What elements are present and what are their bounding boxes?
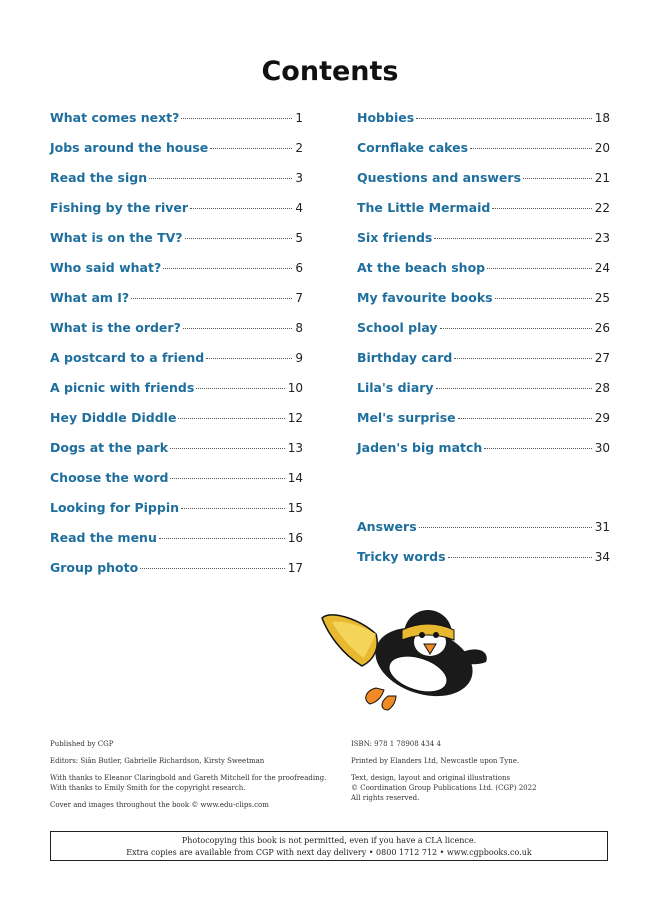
leader-dots [159, 538, 285, 539]
toc-entry-title: The Little Mermaid [357, 200, 491, 215]
toc-entry-title: A postcard to a friend [50, 350, 205, 365]
notice-line: Photocopying this book is not permitted, even if you have a CLA licence. [181, 836, 477, 845]
toc-entry-title: Mel's surprise [357, 410, 456, 425]
toc-entry[interactable] [50, 440, 303, 470]
toc-entry-title: Hobbies [357, 110, 415, 125]
toc-entry[interactable] [357, 290, 610, 320]
leader-dots [181, 508, 285, 509]
toc-entry[interactable] [357, 519, 610, 549]
toc-entry-page: 20 [594, 141, 610, 155]
leader-dots [131, 298, 292, 299]
toc-entry[interactable] [357, 440, 610, 470]
toc-entry-page: 17 [287, 561, 303, 575]
leader-dots [495, 298, 592, 299]
leader-dots [523, 178, 592, 179]
toc-entry-title: Hey Diddle Diddle [50, 410, 177, 425]
leader-dots [163, 268, 292, 269]
toc-entry-title: Read the menu [50, 530, 157, 545]
toc-entry[interactable] [50, 350, 303, 380]
toc-entry[interactable] [50, 110, 303, 140]
toc-entry[interactable] [357, 140, 610, 170]
toc-entry[interactable] [50, 560, 303, 590]
leader-dots [454, 358, 591, 359]
toc-entry-page: 15 [287, 501, 303, 515]
toc-entry-title: What is on the TV? [50, 230, 183, 245]
leader-dots [196, 388, 284, 389]
notice-line: Extra copies are available from CGP with next day delivery • 0800 1712 712 • www.cgpbooks.co.uk [126, 848, 532, 857]
isbn-text: ISBN: 978 1 78908 434 4 [351, 740, 441, 748]
leader-dots [434, 238, 591, 239]
leader-dots [183, 328, 293, 329]
toc-entry-page: 18 [594, 111, 610, 125]
leader-dots [206, 358, 292, 359]
toc-entry-page: 34 [594, 550, 610, 564]
toc-entry[interactable] [357, 320, 610, 350]
thanks-text: With thanks to Eleanor Claringbold and Gareth Mitchell for the proofreading. [50, 774, 327, 782]
toc-entry-page: 28 [594, 381, 610, 395]
toc-entry-title: Jaden's big match [357, 440, 483, 455]
toc-entry-title: Choose the word [50, 470, 169, 485]
leader-dots [492, 208, 591, 209]
toc-entry-page: 26 [594, 321, 610, 335]
toc-entry-title: What am I? [50, 290, 130, 305]
toc-entry[interactable] [50, 230, 303, 260]
toc-extra-section [357, 519, 610, 579]
toc-entry[interactable] [357, 170, 610, 200]
toc-entry-page: 10 [287, 381, 303, 395]
leader-dots [440, 328, 592, 329]
leader-dots [140, 568, 285, 569]
leader-dots [178, 418, 284, 419]
leader-dots [149, 178, 292, 179]
toc-entry[interactable] [50, 140, 303, 170]
toc-left-column [50, 110, 303, 590]
toc-entry[interactable] [50, 260, 303, 290]
photocopy-notice-box [50, 831, 608, 861]
toc-entry-title: Who said what? [50, 260, 162, 275]
penguin-superhero-illustration [318, 604, 493, 714]
toc-entry[interactable] [357, 110, 610, 140]
toc-entry[interactable] [357, 380, 610, 410]
toc-entry-page: 3 [295, 171, 303, 185]
leader-dots [185, 238, 293, 239]
credits-right [351, 739, 611, 803]
toc-entry-title: Tricky words [357, 549, 446, 564]
toc-entry[interactable] [50, 380, 303, 410]
toc-entry-title: Group photo [50, 560, 139, 575]
toc-entry-title: At the beach shop [357, 260, 486, 275]
toc-entry-title: Lila's diary [357, 380, 434, 395]
toc-entry-title: Questions and answers [357, 170, 522, 185]
toc-entry-page: 21 [594, 171, 610, 185]
toc-entry-title: Answers [357, 519, 417, 534]
toc-entry-title: What comes next? [50, 110, 180, 125]
toc-entry[interactable] [50, 470, 303, 500]
toc-entry[interactable] [357, 260, 610, 290]
toc-entry-page: 30 [594, 441, 610, 455]
toc-entry-page: 14 [287, 471, 303, 485]
toc-entry-title: Fishing by the river [50, 200, 189, 215]
toc-entry[interactable] [50, 320, 303, 350]
toc-entry-page: 6 [295, 261, 303, 275]
leader-dots [416, 118, 592, 119]
copyright-text: © Coordination Group Publications Ltd. (CGP) 2022 [351, 784, 537, 792]
rights-text: All rights reserved. [351, 794, 420, 802]
cover-credit-text: Cover and images throughout the book © www.edu-clips.com [50, 801, 269, 809]
toc-entry-page: 22 [594, 201, 610, 215]
thanks-text: With thanks to Emily Smith for the copyright research. [50, 784, 246, 792]
leader-dots [470, 148, 592, 149]
toc-entry[interactable] [357, 230, 610, 260]
toc-entry-title: School play [357, 320, 438, 335]
toc-entry[interactable] [50, 170, 303, 200]
leader-dots [436, 388, 592, 389]
toc-entry-page: 16 [287, 531, 303, 545]
leader-dots [458, 418, 592, 419]
toc-entry-title: My favourite books [357, 290, 493, 305]
toc-entry-title: Jobs around the house [50, 140, 209, 155]
toc-entry-page: 4 [295, 201, 303, 215]
toc-entry[interactable] [50, 530, 303, 560]
toc-entry-title: Cornflake cakes [357, 140, 469, 155]
toc-entry-title: Dogs at the park [50, 440, 169, 455]
toc-entry-page: 7 [295, 291, 303, 305]
leader-dots [181, 118, 292, 119]
leader-dots [448, 557, 592, 558]
toc-entry[interactable] [50, 200, 303, 230]
toc-entry-page: 29 [594, 411, 610, 425]
printer-text: Printed by Elanders Ltd, Newcastle upon Tyne. [351, 757, 520, 765]
toc-entry-page: 24 [594, 261, 610, 275]
toc-entry-title: Looking for Pippin [50, 500, 180, 515]
toc-entry-page: 5 [295, 231, 303, 245]
toc-entry[interactable] [50, 290, 303, 320]
toc-entry[interactable] [50, 500, 303, 530]
toc-entry-page: 1 [295, 111, 303, 125]
toc-entry-page: 23 [594, 231, 610, 245]
toc-entry-title: Birthday card [357, 350, 453, 365]
toc-entry-page: 13 [287, 441, 303, 455]
leader-dots [210, 148, 292, 149]
leader-dots [170, 448, 285, 449]
toc-entry-title: A picnic with friends [50, 380, 195, 395]
toc-entry-title: What is the order? [50, 320, 181, 335]
toc-entry-page: 25 [594, 291, 610, 305]
toc-entry-page: 31 [594, 520, 610, 534]
design-credit-text: Text, design, layout and original illustrations [351, 774, 511, 782]
toc-entry-page: 12 [287, 411, 303, 425]
toc-entry[interactable] [357, 410, 610, 440]
page-title: Contents [261, 56, 399, 87]
toc-entry[interactable] [357, 200, 610, 230]
toc-right-column [357, 110, 610, 470]
toc-entry[interactable] [50, 410, 303, 440]
toc-entry-page: 27 [594, 351, 610, 365]
toc-entry[interactable] [357, 350, 610, 380]
leader-dots [170, 478, 284, 479]
toc-entry-page: 9 [295, 351, 303, 365]
leader-dots [487, 268, 592, 269]
toc-entry-page: 2 [295, 141, 303, 155]
credits-left [50, 739, 340, 810]
leader-dots [190, 208, 292, 209]
toc-entry[interactable] [357, 549, 610, 579]
editors-text: Editors: Siân Butler, Gabrielle Richardson, Kirsty Sweetman [50, 757, 265, 765]
leader-dots [484, 448, 591, 449]
leader-dots [419, 527, 592, 528]
toc-entry-title: Read the sign [50, 170, 148, 185]
publisher-text: Published by CGP [50, 740, 114, 748]
toc-entry-title: Six friends [357, 230, 433, 245]
toc-entry-page: 8 [295, 321, 303, 335]
